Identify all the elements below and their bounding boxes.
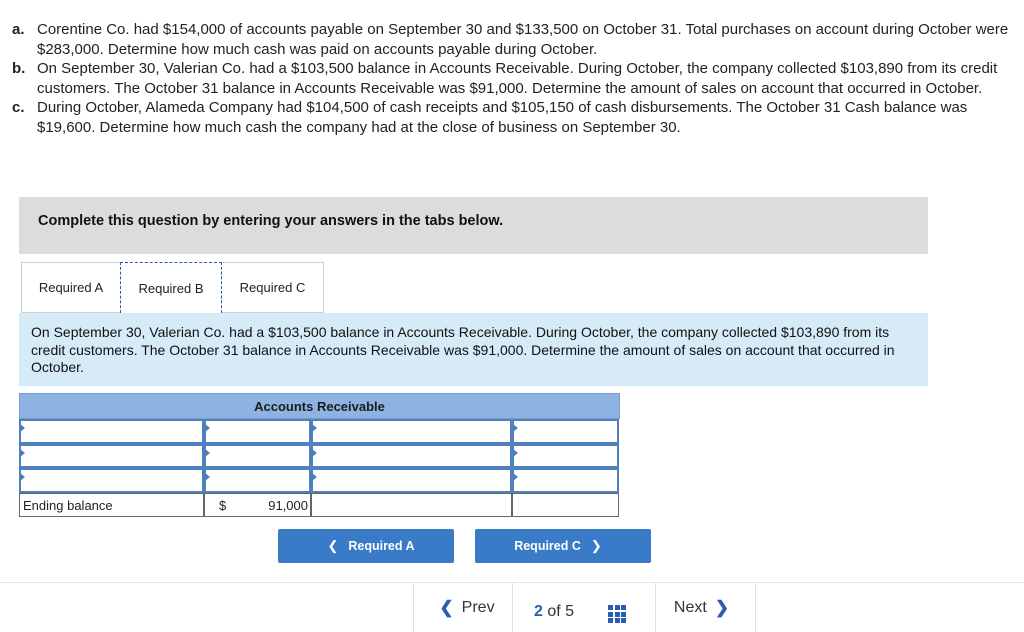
problem-text xyxy=(12,20,1022,137)
debit-label-input[interactable] xyxy=(19,468,204,493)
currency-symbol: $ xyxy=(219,497,227,513)
part-text: During October, Alameda Company had $104,500 of cash receipts and $105,150 of cash disbursements. The October 31 Cash balance was $19,600. Determine how much cash the company had at the close of business on September 30. xyxy=(37,99,968,136)
prev-label: Prev xyxy=(461,599,495,616)
t-account-row xyxy=(19,444,620,469)
credit-label-input[interactable] xyxy=(311,468,512,493)
prev-button[interactable] xyxy=(413,583,513,632)
t-account-row xyxy=(19,419,620,444)
credit-label-input[interactable] xyxy=(311,444,512,469)
next-tab-label: Required C xyxy=(514,539,581,553)
chevron-right-icon: ❯ xyxy=(714,598,730,617)
part-letter: b. xyxy=(12,60,26,77)
question-text: On September 30, Valerian Co. had a $103,500 balance in Accounts Receivable. During October, the company collected $103,890 from its credit customers. The October 31 balance in Accounts Receivable was $91,000. Determine the amount of sales on account that occurred in October. xyxy=(19,313,928,386)
ending-balance-amount xyxy=(204,493,311,518)
footer-nav xyxy=(0,582,1024,632)
ending-balance-row xyxy=(19,493,620,518)
current-page: 2 xyxy=(534,603,543,620)
tab-bar xyxy=(21,262,324,313)
tab-required-a[interactable]: Required A xyxy=(21,262,120,313)
instructions-banner xyxy=(19,197,928,254)
part-text: Corentine Co. had $154,000 of accounts payable on September 30 and $133,500 on October 31. Total purchases on account during October were $283,000. Determine how much cash was paid on accounts payable during October. xyxy=(37,21,1009,58)
t-account-title: Accounts Receivable xyxy=(19,393,620,419)
tab-required-b[interactable]: Required B xyxy=(120,262,222,313)
next-tab-button[interactable] xyxy=(475,529,651,563)
debit-label-input[interactable] xyxy=(19,444,204,469)
prev-tab-label: Required A xyxy=(348,539,415,553)
credit-amount-input[interactable] xyxy=(512,419,619,444)
debit-amount-input[interactable] xyxy=(204,419,311,444)
total-pages: 5 xyxy=(565,603,575,620)
chevron-left-icon: ❮ xyxy=(327,538,339,553)
debit-amount-input[interactable] xyxy=(204,468,311,493)
credit-amount-input[interactable] xyxy=(512,444,619,469)
tab-required-c[interactable]: Required C xyxy=(222,262,324,313)
page-of: of xyxy=(547,603,561,620)
credit-amount-input[interactable] xyxy=(512,468,619,493)
t-account-row xyxy=(19,468,620,493)
chevron-left-icon: ❮ xyxy=(439,598,454,617)
credit-label-input[interactable] xyxy=(311,419,512,444)
part-letter: c. xyxy=(12,99,25,116)
grid-icon[interactable] xyxy=(608,605,626,623)
ending-balance-empty xyxy=(311,493,512,518)
t-account xyxy=(19,393,620,517)
next-button[interactable] xyxy=(655,583,756,632)
debit-amount-input[interactable] xyxy=(204,444,311,469)
instructions-text: Complete this question by entering your answers in the tabs below. xyxy=(38,213,504,229)
page-indicator xyxy=(534,603,574,621)
problem-part-c xyxy=(12,98,1022,137)
ending-balance-value: 91,000 xyxy=(268,497,308,513)
part-text: On September 30, Valerian Co. had a $103,500 balance in Accounts Receivable. During October, the company collected $103,890 from its credit customers. The October 31 balance in Accounts Receivable was $91,000. Determine the amount of sales on account that occurred in October. xyxy=(37,60,998,97)
chevron-right-icon: ❯ xyxy=(590,538,602,553)
next-label: Next xyxy=(673,599,707,616)
ending-balance-label: Ending balance xyxy=(19,493,204,518)
debit-label-input[interactable] xyxy=(19,419,204,444)
ending-balance-empty xyxy=(512,493,619,518)
prev-tab-button[interactable] xyxy=(278,529,454,563)
part-letter: a. xyxy=(12,21,25,38)
problem-part-b xyxy=(12,59,1022,98)
problem-part-a xyxy=(12,20,1022,59)
